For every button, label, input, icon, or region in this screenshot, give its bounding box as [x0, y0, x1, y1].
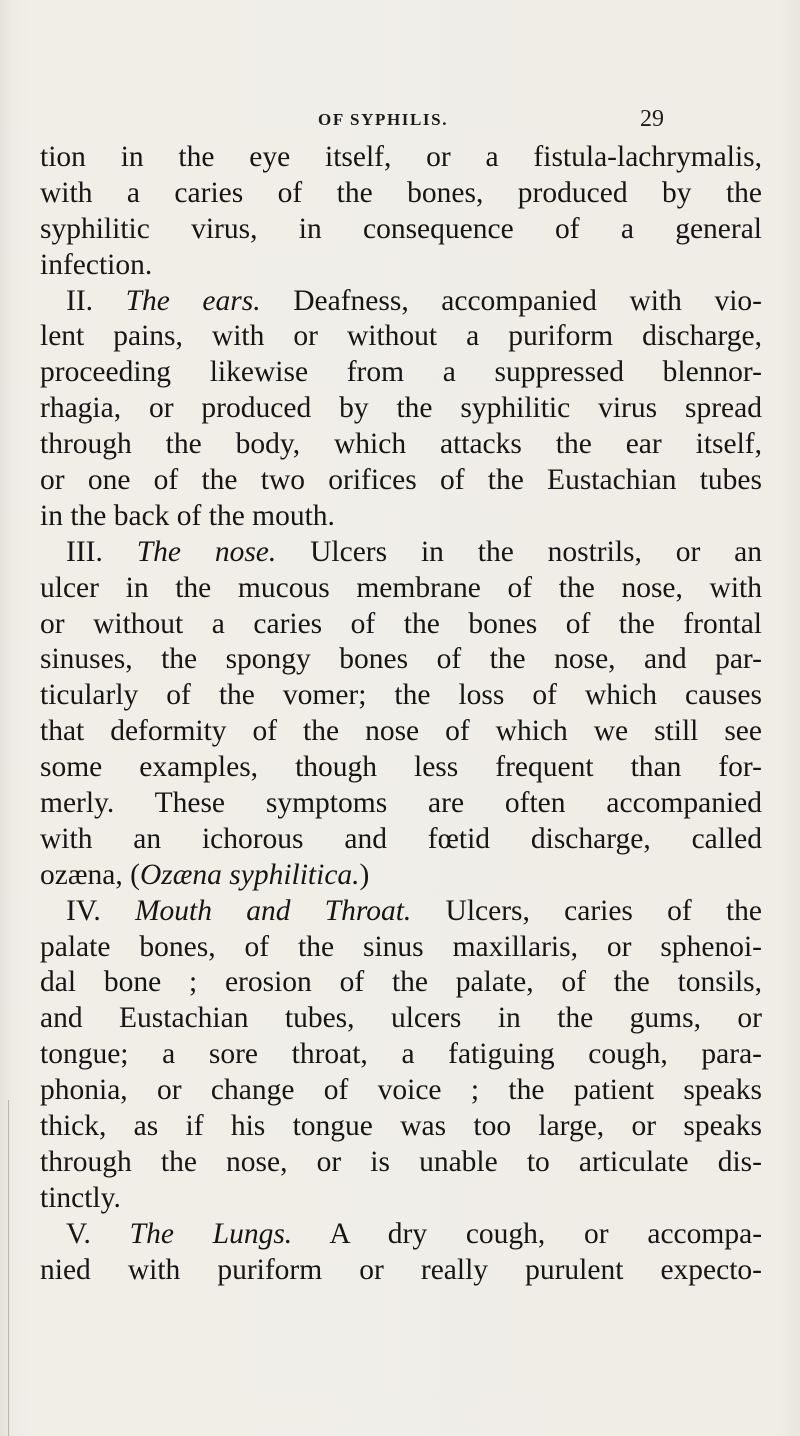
text-line: rhagia, or produced by the syphilitic virus spread: [40, 392, 762, 425]
text-line: ozæna, (Ozæna syphilitica.): [40, 858, 370, 891]
text-line: syphilitic virus, in consequence of a general: [40, 212, 762, 245]
section-title: The ears.: [125, 284, 261, 317]
section-title: Mouth and Throat.: [134, 894, 412, 927]
body-text: [40, 140, 762, 1289]
text-line: or one of the two orifices of the Eustachian tubes: [40, 464, 762, 497]
text-line: through the nose, or is unable to articulate dis-: [40, 1145, 762, 1178]
text-line: some examples, though less frequent than for-: [40, 751, 762, 784]
page-number: 29: [640, 106, 664, 132]
text-line: lent pains, with or without a puriform discharge,: [40, 320, 762, 353]
text-line: through the body, which attacks the ear itself,: [40, 428, 762, 461]
text-line: ulcer in the mucous membrane of the nose, with: [40, 571, 762, 604]
section-heading-mouth-throat: IV. Mouth and Throat. Ulcers, caries of the: [66, 894, 762, 927]
text-line: sinuses, the spongy bones of the nose, and par-: [40, 643, 762, 676]
page-header: [0, 106, 800, 136]
section-heading-nose: III. The nose. Ulcers in the nostrils, or an: [66, 535, 762, 568]
text-line: dal bone ; erosion of the palate, of the tonsils,: [40, 966, 762, 999]
text-line: tongue; a sore throat, a fatiguing cough, para-: [40, 1038, 762, 1071]
section-heading-lungs: V. The Lungs. A dry cough, or accompa-: [66, 1217, 763, 1250]
text-line: that deformity of the nose of which we still see: [40, 715, 762, 748]
text-line: palate bones, of the sinus maxillaris, or sphenoi-: [40, 930, 762, 963]
text-line: merly. These symptoms are often accompanied: [40, 787, 762, 820]
text-line: phonia, or change of voice ; the patient speaks: [40, 1074, 762, 1107]
running-head: OF SYPHILIS.: [318, 110, 449, 129]
text-line: thick, as if his tongue was too large, or speaks: [40, 1110, 762, 1143]
text-line: with a caries of the bones, produced by the: [40, 176, 762, 209]
section-title: The Lungs.: [129, 1217, 293, 1250]
text-line: or without a caries of the bones of the frontal: [40, 607, 762, 640]
text-line: and Eustachian tubes, ulcers in the gums, or: [40, 1002, 762, 1035]
text-line: with an ichorous and fœtid discharge, called: [40, 822, 762, 855]
text-line: in the back of the mouth.: [40, 499, 335, 532]
text-line: infection.: [40, 248, 153, 281]
section-heading-ears: II. The ears. Deafness, accompanied with vio-: [66, 284, 762, 317]
text-line: tinctly.: [40, 1181, 121, 1214]
text-line: ticularly of the vomer; the loss of which causes: [40, 679, 762, 712]
page-edge-shadow: [8, 1100, 9, 1436]
section-title: The nose.: [136, 535, 277, 568]
text-line: nied with puriform or really purulent expecto-: [40, 1253, 762, 1286]
text-line: tion in the eye itself, or a fistula-lachrymalis,: [40, 141, 762, 173]
text-line: proceeding likewise from a suppressed blennor-: [40, 356, 762, 389]
